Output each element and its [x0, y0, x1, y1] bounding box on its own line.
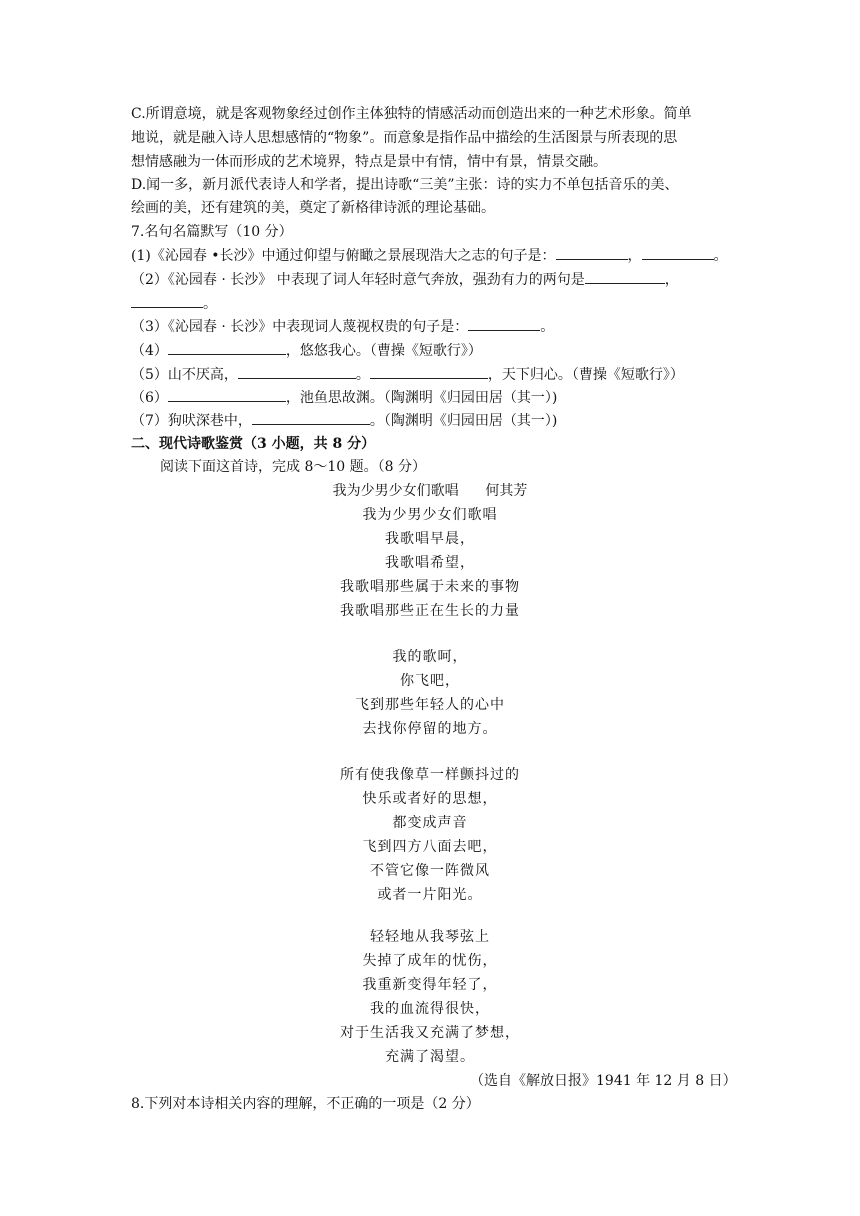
punct: 。: [713, 248, 728, 264]
punct: ，: [664, 272, 679, 288]
poem-line: 我歌唱那些属于未来的事物: [340, 579, 520, 595]
option-c-line-1: C.所谓意境，就是客观物象经过创作主体独特的情感活动而创造出来的一种艺术形象。简单: [131, 106, 692, 122]
poem-line: 去找你停留的地方。: [362, 721, 498, 737]
poem-line: 失掉了成年的忧伤，: [362, 953, 498, 969]
q7-item-2-text: （2）《沁园春 · 长沙》 中表现了词人年轻时意气奔放，强劲有力的两句是: [131, 272, 585, 288]
answer-blank[interactable]: [370, 364, 488, 379]
item-text: ，悠悠我心。（曹操《短歌行》）: [285, 343, 482, 359]
q7-item-2-cont: [131, 293, 217, 314]
poem-line: 我歌唱希望，: [385, 555, 475, 571]
answer-blank[interactable]: [468, 316, 540, 331]
poem-line: 我歌唱那些正在生长的力量: [340, 603, 520, 619]
punct: 。: [203, 296, 217, 312]
question-7-title: 7.名句名篇默写（10 分）: [131, 224, 293, 240]
poem-line: 我为少男少女们歌唱: [362, 507, 498, 523]
answer-blank[interactable]: [168, 340, 286, 355]
q7-item-3: [131, 316, 554, 337]
q7-item-1-text: (1)《沁园春 •长沙》中通过仰望与俯瞰之景展现浩大之志的句子是：: [131, 248, 556, 264]
q7-item-7: [131, 410, 557, 431]
item-number: （6）: [131, 390, 168, 406]
poem-title: 我为少男少女们歌唱 何其芳: [332, 483, 528, 499]
q7-item-5: [131, 364, 684, 385]
option-d-line-1: D.闻一多，新月派代表诗人和学者，提出诗歌“三美”主张：诗的实力不单包括音乐的美、: [131, 177, 679, 193]
q7-item-1: [131, 245, 728, 266]
answer-blank[interactable]: [585, 269, 665, 284]
item-number: （5）山不厌高，: [131, 367, 238, 383]
poem-source: （选自《解放日报》1941 年 12 月 8 日）: [470, 1073, 737, 1089]
poem-line: 对于生活我又充满了梦想，: [340, 1025, 520, 1041]
option-c-line-3: 想情感融为一体而形成的艺术境界，特点是景中有情，情中有景，情景交融。: [131, 154, 607, 170]
poem-line: 飞到四方八面去吧，: [362, 839, 498, 855]
answer-blank[interactable]: [252, 410, 370, 425]
answer-blank[interactable]: [642, 245, 714, 260]
poem-line: 你飞吧，: [400, 673, 460, 689]
item-text: ，天下归心。（曹操《短歌行》）: [487, 367, 684, 383]
poem-line: 所有使我像草一样颤抖过的: [340, 767, 520, 783]
question-8-title: 8.下列对本诗相关内容的理解，不正确的一项是（2 分）: [131, 1096, 480, 1112]
poem-line: 不管它像一阵微风: [370, 863, 490, 879]
q7-item-2: [131, 269, 679, 290]
answer-blank[interactable]: [131, 293, 203, 308]
option-c-line-2: 地说，就是融入诗人思想感情的“物象”。而意象是指作品中描绘的生活图景与所表现的思: [131, 130, 678, 146]
q7-item-3-text: （3）《沁园春 · 长沙》中表现词人蔑视权贵的句子是：: [131, 319, 469, 335]
poem-line: 我重新变得年轻了，: [362, 977, 498, 993]
answer-blank[interactable]: [556, 245, 628, 260]
item-text: 。（陶渊明《归园田居（其一）): [369, 413, 558, 429]
poem-line: 我的血流得很快，: [370, 1001, 490, 1017]
punct: 。: [540, 319, 555, 335]
q7-item-4: [131, 340, 482, 361]
section-2-heading: 二、现代诗歌鉴赏（3 小题，共 8 分）: [131, 436, 376, 452]
poem-line: 我的歌呵，: [392, 649, 468, 665]
option-d-line-2: 绘画的美，还有建筑的美，奠定了新格律诗派的理论基础。: [131, 200, 495, 216]
item-number: （4）: [131, 343, 168, 359]
punct: ，: [627, 248, 642, 264]
poem-line: 或者一片阳光。: [377, 887, 483, 903]
item-number: （7）狗吠深巷中，: [131, 413, 252, 429]
poem-line: 快乐或者好的思想，: [362, 791, 498, 807]
poem-line: 都变成声音: [392, 815, 468, 831]
answer-blank[interactable]: [168, 387, 286, 402]
poem-line: 我歌唱早晨，: [385, 531, 475, 547]
answer-blank[interactable]: [238, 364, 356, 379]
poem-line: 轻轻地从我琴弦上: [370, 929, 490, 945]
q7-item-6: [131, 387, 557, 408]
poem-line: 飞到那些年轻人的心中: [355, 697, 505, 713]
item-text: ，池鱼思故渊。（陶渊明《归园田居（其一）): [285, 390, 558, 406]
poem-line: 充满了渴望。: [385, 1049, 475, 1065]
section-2-intro: 阅读下面这首诗，完成 8～10 题。（8 分）: [160, 459, 426, 475]
punct: 。: [355, 367, 370, 383]
